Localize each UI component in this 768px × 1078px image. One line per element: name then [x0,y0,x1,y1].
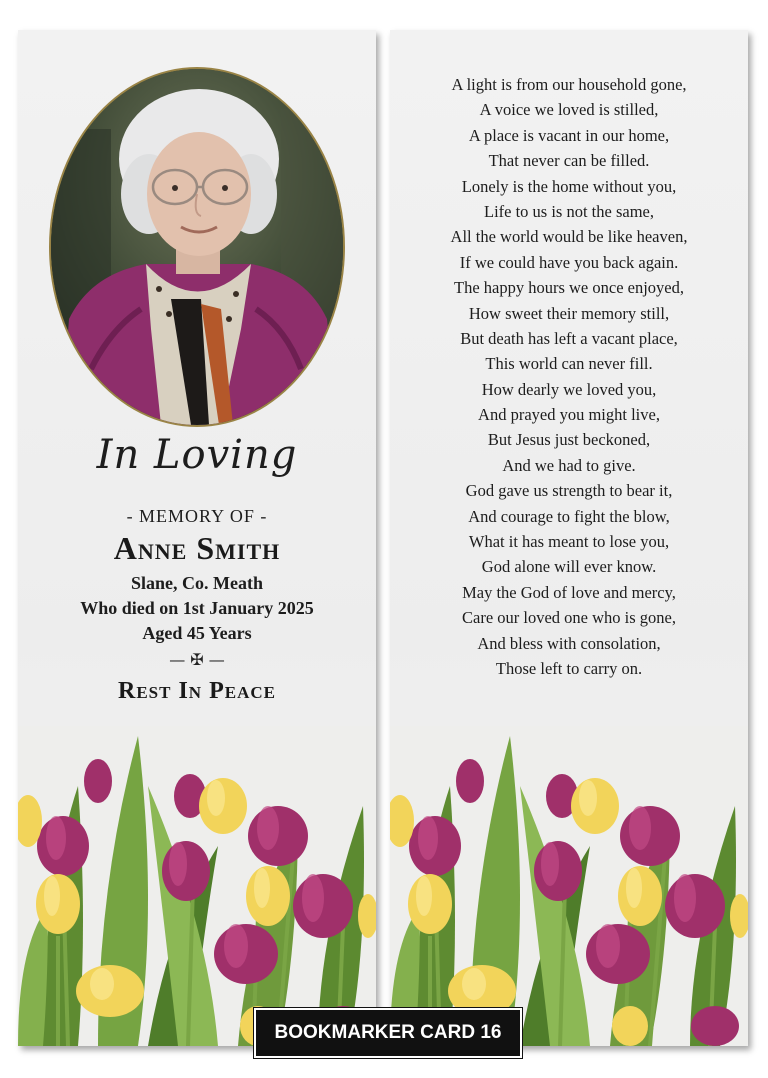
poem-line: Those left to carry on. [495,658,643,678]
poem-line: God gave us strength to bear it, [465,481,673,501]
poem-line: But Jesus just beckoned, [487,430,651,450]
tulip-artwork [390,726,748,1046]
cross-divider: — ✠ — [169,650,225,669]
location-text: Slane, Co. Meath [131,573,263,593]
poem-line: But death has left a vacant place, [460,328,678,348]
poem-line: That never can be filled. [488,151,650,171]
memorial-poem [390,72,748,681]
poem-line: And prayed you might live, [478,405,660,425]
poem-line: May the God of love and mercy, [462,582,676,602]
poem-line: And courage to fight the blow, [468,506,670,526]
poem-line: Care our loved one who is gone, [462,608,676,628]
age-text: Aged 45 Years [142,623,252,643]
poem-line: This world can never fill. [485,354,653,374]
in-loving-heading: In Loving [96,432,298,478]
poem-line: And bless with consolation, [477,633,661,653]
date-of-death-text: Who died on 1st January 2025 [80,598,314,618]
poem-line: Life to us is not the same, [483,201,654,221]
poem-line: How dearly we loved you, [481,379,657,399]
poem-line: God alone will ever know. [481,557,657,577]
product-label-badge: BOOKMARKER CARD 16 [254,1008,522,1058]
poem-line: A light is from our household gone, [451,75,687,94]
poem-line: A voice we loved is stilled, [479,100,659,120]
poem-line: A place is vacant in our home, [468,125,670,145]
poem-line: And we had to give. [502,455,636,475]
poem-line: If we could have you back again. [459,252,679,272]
poem-line: How sweet their memory still, [468,303,670,323]
deceased-name: Anne Smith [113,530,281,566]
memory-of-label: - MEMORY OF - [126,506,268,526]
tulip-artwork [18,726,376,1046]
rest-in-peace-text: Rest In Peace [118,678,276,704]
poem-line: The happy hours we once enjoyed, [453,278,684,298]
poem-line: What it has meant to lose you, [468,532,670,552]
poem-line: All the world would be like heaven, [450,227,688,247]
bookmark-card-back [390,30,748,1046]
bookmark-card-front [18,30,376,1046]
portrait-photo [49,67,345,427]
poem-line: Lonely is the home without you, [461,176,677,196]
